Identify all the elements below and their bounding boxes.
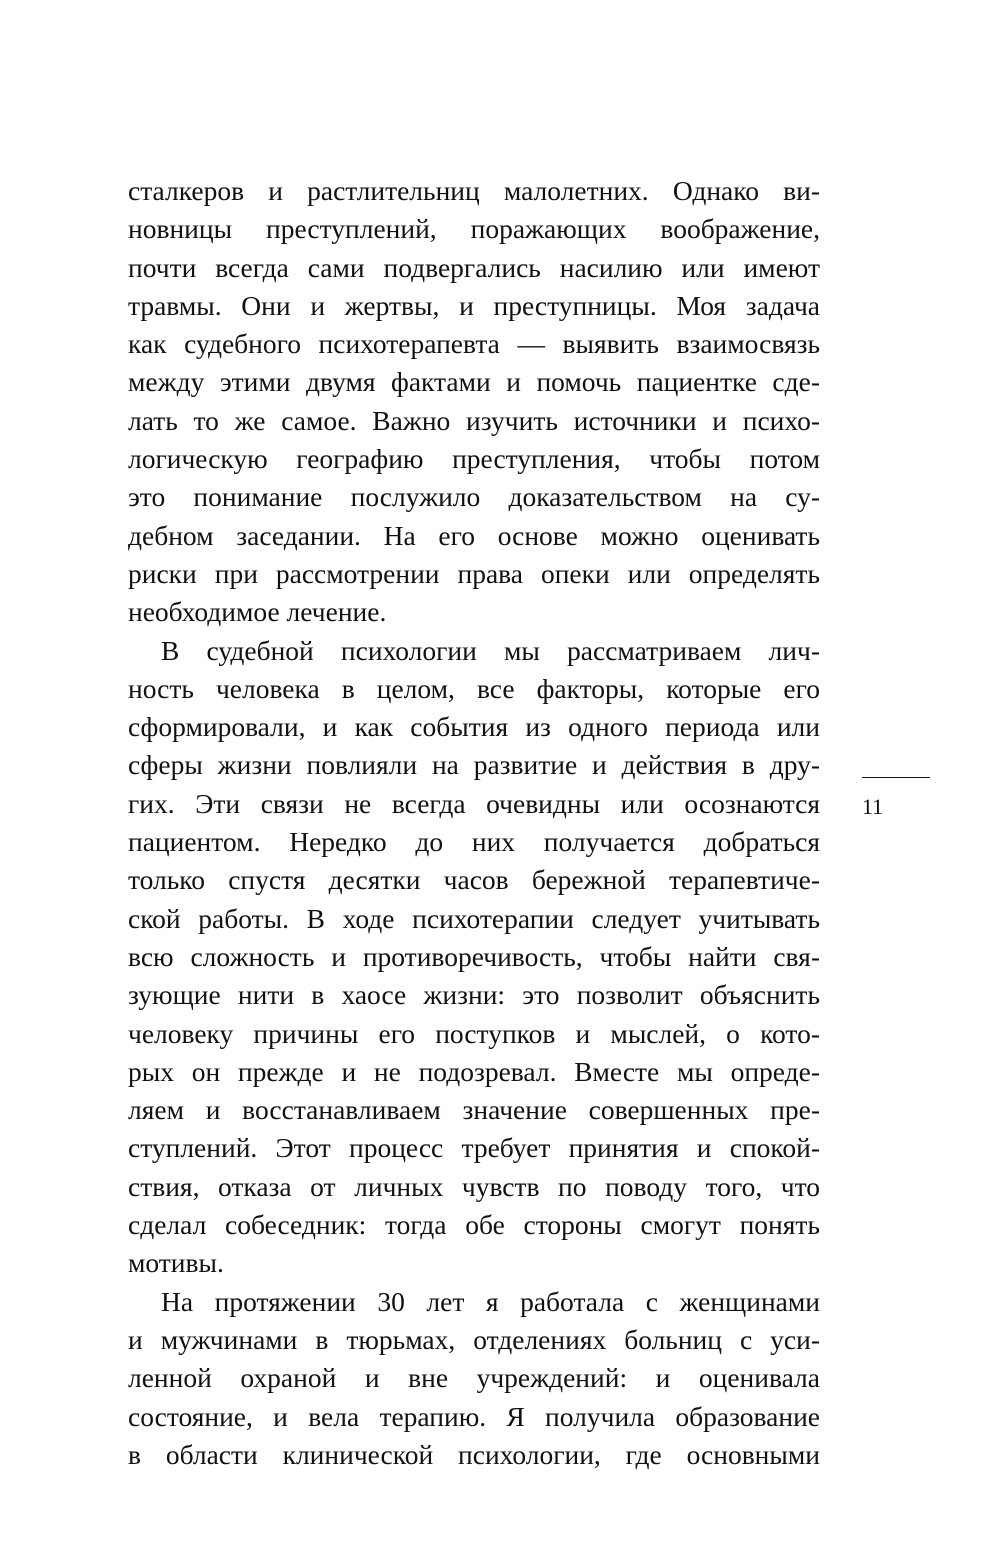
text-line: почти всегда сами подвергались насилию или имеют — [128, 251, 820, 283]
text-line: ступлений. Этот процесс требует принятия и спокой- — [128, 1132, 820, 1164]
text-line: зующие нити в хаосе жизни: это позволит объяснить — [128, 979, 820, 1011]
page-number-rule — [862, 777, 930, 778]
text-line: ляем и восстанавливаем значение совершенных пре- — [128, 1094, 820, 1126]
text-line: только спустя десятки часов бережной терапевтиче- — [128, 864, 820, 896]
page-number: 11 — [862, 794, 884, 819]
paragraph-2 — [128, 632, 820, 1283]
text-line: состояние, и вела терапию. Я получила образование — [128, 1400, 820, 1432]
text-line: ствия, отказа от личных чувств по поводу того, что — [128, 1170, 820, 1202]
text-line: мотивы. — [128, 1247, 224, 1279]
text-line: В судебной психологии мы рассматриваем лич- — [161, 634, 820, 666]
text-line: ность человека в целом, все факторы, которые его — [128, 672, 820, 704]
text-line: как судебного психотерапевта — выявить взаимосвязь — [128, 328, 820, 360]
text-line: ленной охраной и вне учреждений: и оценивала — [128, 1362, 820, 1394]
text-line: сформировали, и как события из одного периода или — [128, 711, 820, 743]
text-line: травмы. Они и жертвы, и преступницы. Моя задача — [128, 289, 820, 321]
text-line: ской работы. В ходе психотерапии следует учитывать — [128, 902, 820, 934]
text-line: человеку причины его поступков и мыслей, о кото- — [128, 1017, 820, 1049]
text-line: сферы жизни повлияли на развитие и действия в дру- — [128, 749, 820, 781]
text-line: в области клинической психологии, где основными — [128, 1438, 820, 1470]
text-line: лать то же самое. Важно изучить источники и психо- — [128, 404, 820, 436]
text-line: На протяжении 30 лет я работала с женщинами — [161, 1285, 820, 1317]
text-line: логическую географию преступления, чтобы потом — [128, 443, 820, 475]
text-line: новницы преступлений, поражающих воображение, — [128, 213, 820, 245]
text-line: всю сложность и противоречивость, чтобы найти свя- — [128, 940, 820, 972]
text-line: риски при рассмотрении права опеки или определять — [128, 557, 820, 589]
paragraph-1 — [128, 172, 820, 632]
text-line: необходимое лечение. — [128, 596, 387, 628]
text-line: пациентом. Нередко до них получается добраться — [128, 826, 820, 858]
text-line: и мужчинами в тюрьмах, отделениях больниц с уси- — [128, 1323, 820, 1355]
text-line: дебном заседании. На его основе можно оценивать — [128, 519, 820, 551]
text-line: это понимание послужило доказательством на су- — [128, 481, 820, 513]
text-line: сталкеров и растлительниц малолетних. Однако ви- — [128, 175, 820, 206]
text-line: рых он прежде и не подозревал. Вместе мы опреде- — [128, 1055, 820, 1087]
text-line: гих. Эти связи не всегда очевидны или осознаются — [128, 787, 820, 819]
paragraph-3 — [128, 1283, 820, 1474]
body-text — [128, 172, 820, 1474]
text-line: сделал собеседник: тогда обе стороны смогут понять — [128, 1209, 820, 1241]
text-line: между этими двумя фактами и помочь пациентке сде- — [128, 366, 820, 398]
